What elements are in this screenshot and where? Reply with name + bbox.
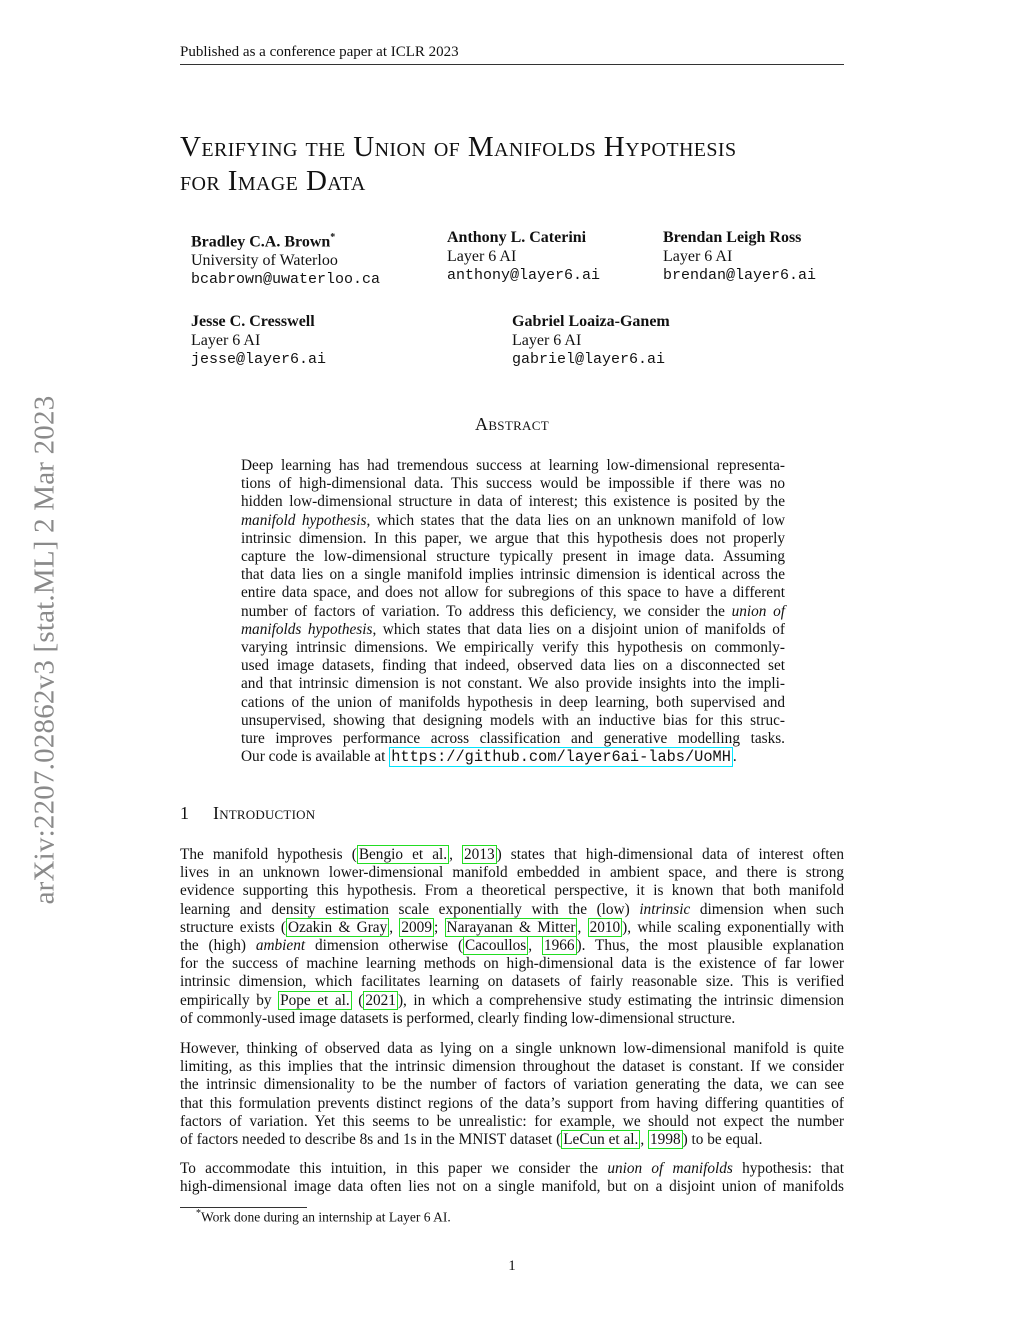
paragraph-line: structure exists ( Ozakin & Gray , 2009 ; Narayanan & Mitter , 2010 ), while scaling exponentially with	[180, 918, 844, 936]
abstract-line: cations of the union of manifolds hypothesis in deep learning, both supervised and	[241, 693, 785, 711]
abstract-line: used image datasets, finding that indeed, observed data lies on a disconnected set	[241, 657, 785, 675]
abstract-line: varying intrinsic dimensions. We empirically verify this hypothesis on commonly-	[241, 639, 785, 657]
author-name: Bradley C.A. Brown*	[191, 232, 336, 251]
footnote-mark: *	[196, 1208, 201, 1219]
citation-year-link[interactable]: 2021	[365, 991, 396, 1009]
paragraph-line: lives in an unknown lower-dimensional manifold embedded in ambient space, and there is strong	[180, 864, 844, 882]
abstract-line: hidden low-dimensional structure in data of interest; this existence is posited by the	[241, 493, 785, 511]
paragraph-line: To accommodate this intuition, in this paper we consider the union of manifolds hypothesis: that	[180, 1160, 844, 1177]
intro-paragraph-2	[180, 1040, 844, 1149]
paragraph-line: of factors needed to describe 8s and 1s in the MNIST dataset ( LeCun et al. , 1998 ) to be equal.	[180, 1131, 763, 1149]
section-heading-introduction	[180, 803, 315, 824]
paragraph-line: factors of variation. Yet this seems to be unrealistic: for example, we should not expect the number	[180, 1112, 844, 1130]
footnote: *Work done during an internship at Layer 6 AI.	[196, 1208, 451, 1225]
author-block	[191, 228, 380, 289]
section-number: 1	[180, 803, 190, 823]
author-name: Gabriel Loaiza-Ganem	[512, 313, 670, 330]
citation-year-link[interactable]: 1966	[543, 937, 575, 955]
abstract-line: Our code is available at https://github.com/layer6ai-labs/UoMH .	[241, 748, 737, 767]
paragraph-line: that this formulation prevents distinct regions of the data’s support from having differing quantities of	[180, 1094, 844, 1112]
abstract-line: capture the low-dimensional structure typically present in image data. Assuming	[241, 548, 785, 566]
citation-link[interactable]: Narayanan & Mitter	[446, 918, 576, 936]
citation-year-link[interactable]: 2013	[464, 846, 495, 863]
abstract-line: unsupervised, showing that designing models with an inductive bias for this struc-	[241, 711, 785, 729]
abstract-heading: Abstract	[475, 414, 549, 434]
paragraph-line: The manifold hypothesis ( Bengio et al. , 2013 ) states that high-dimensional data of interest often	[180, 846, 844, 863]
footnote-mark[interactable]: *	[330, 232, 336, 243]
author-block	[447, 228, 600, 285]
author-affiliation: Layer 6 AI	[191, 332, 261, 349]
author-affiliation: University of Waterloo	[191, 252, 338, 270]
author-block	[663, 228, 816, 285]
paragraph-line: intrinsic dimension, which facilitates learning on datasets of fairly reasonable size. This is verified	[180, 973, 844, 991]
author-name: Anthony L. Caterini	[447, 229, 587, 246]
paragraph-line: the intrinsic dimensionality to be the number of factors of variation generating the data, we can see	[180, 1076, 844, 1094]
citation-link[interactable]: Pope et al.	[280, 991, 350, 1009]
paragraph-line: for the success of machine learning methods on high-dimensional data is the existence of far lower	[180, 955, 844, 973]
author-email: jesse@layer6.ai	[191, 351, 327, 368]
header-rule	[180, 64, 844, 65]
abstract-line: Deep learning has had tremendous success at learning low-dimensional representa-	[241, 457, 785, 474]
paragraph-line: learning and density estimation scale exponentially with the (low) intrinsic dimension when such	[180, 900, 844, 918]
citation-link[interactable]: LeCun et al.	[563, 1131, 639, 1149]
paragraph-line: empirically by Pope et al. ( 2021 ), in which a comprehensive study estimating the intrinsic dimension	[180, 991, 844, 1009]
title-line-1: Verifying the Union of Manifolds Hypothesis	[180, 131, 737, 163]
abstract-line: tions of high-dimensional data. This success would be impossible if there was no	[241, 475, 785, 493]
abstract-line: manifold hypothesis, which states that the data lies on an unknown manifold of low	[241, 511, 786, 529]
paper-title	[180, 130, 860, 198]
paragraph-line: limiting, as this implies that the intrinsic dimension throughout the dataset is constant. If we consider	[180, 1058, 844, 1076]
citation-year-link[interactable]: 1998	[650, 1131, 681, 1149]
citation-link[interactable]: Cacoullos	[465, 937, 527, 955]
arxiv-side-stamp: arXiv:2207.02862v3 [stat.ML] 2 Mar 2023	[28, 395, 61, 905]
abstract-line: manifolds hypothesis, which states that data lies on a disjoint union of manifolds of	[241, 620, 786, 638]
paragraph-line: of commonly-used image datasets is performed, clearly finding low-dimensional structure.	[180, 1009, 736, 1027]
author-block	[191, 312, 326, 369]
author-name: Jesse C. Cresswell	[191, 313, 315, 330]
intro-paragraph-1	[180, 846, 844, 1028]
abstract-line: entire data space, and does not allow for subregions of this space to have a different	[241, 584, 785, 602]
paragraph-line: high-dimensional image data often lies not on a single manifold, but on a disjoint union of manifolds	[180, 1178, 844, 1196]
author-block	[512, 312, 670, 369]
abstract-line: and that intrinsic dimension is not constant. We also provide insights into the impli-	[241, 675, 785, 693]
author-email: anthony@layer6.ai	[447, 267, 601, 284]
paragraph-line: However, thinking of observed data as lying on a single unknown low-dimensional manifold is quite	[180, 1040, 844, 1057]
abstract-line: ture improves performance across classification and generative modelling tasks.	[241, 730, 785, 748]
author-affiliation: Layer 6 AI	[512, 332, 582, 349]
section-title: Introduction	[213, 803, 316, 823]
abstract-line: that data lies on a single manifold implies intrinsic dimension is identical across the	[241, 566, 785, 584]
page-number: 1	[508, 1258, 516, 1274]
title-line-2: for Image Data	[180, 165, 366, 197]
paragraph-line: the (high) ambient dimension otherwise ( Cacoullos , 1966 ). Thus, the most plausible explanation	[180, 937, 844, 955]
code-repo-link[interactable]: https://github.com/layer6ai-labs/UoMH	[391, 748, 731, 767]
citation-link[interactable]: Ozakin & Gray	[288, 918, 388, 936]
author-affiliation: Layer 6 AI	[447, 248, 517, 265]
author-email: gabriel@layer6.ai	[512, 351, 666, 368]
author-email: bcabrown@uwaterloo.ca	[191, 271, 381, 289]
author-email: brendan@layer6.ai	[663, 267, 817, 284]
abstract-line: intrinsic dimension. In this paper, we argue that this hypothesis does not properly	[241, 529, 785, 547]
author-name: Brendan Leigh Ross	[663, 229, 802, 246]
abstract-body	[241, 457, 785, 766]
author-affiliation: Layer 6 AI	[663, 248, 733, 265]
citation-year-link[interactable]: 2009	[401, 918, 432, 936]
paragraph-line: evidence supporting this hypothesis. From a theoretical perspective, it is known that both manifold	[180, 882, 844, 900]
intro-paragraph-3	[180, 1160, 844, 1196]
running-header: Published as a conference paper at ICLR 2023	[180, 44, 459, 60]
citation-link[interactable]: Bengio et al.	[358, 846, 448, 863]
abstract-line: number of factors of variation. To address this deficiency, we consider the union of	[241, 602, 785, 620]
citation-year-link[interactable]: 2010	[589, 918, 621, 936]
